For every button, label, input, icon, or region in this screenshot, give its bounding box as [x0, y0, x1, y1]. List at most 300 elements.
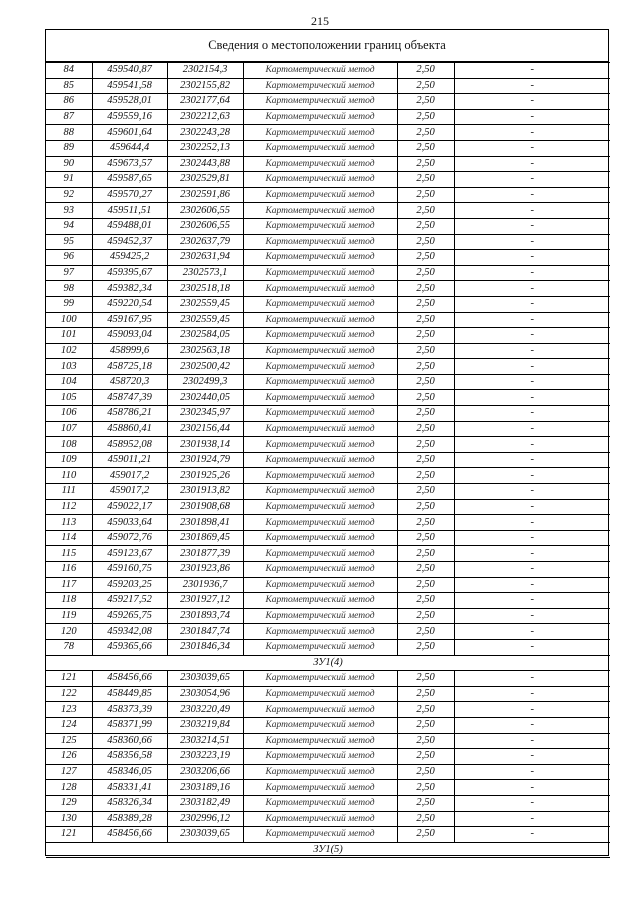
table-row: [46, 530, 610, 546]
description-cell: -: [454, 156, 610, 172]
method-cell: Картометрический метод: [243, 94, 397, 110]
point-number-cell: 121: [46, 827, 92, 843]
method-cell: Картометрический метод: [243, 608, 397, 624]
method-cell: Картометрический метод: [243, 140, 397, 156]
description-cell: -: [454, 172, 610, 188]
table-title: Сведения о местоположении границ объекта: [46, 30, 608, 62]
table-row: [46, 63, 610, 79]
description-cell: -: [454, 374, 610, 390]
method-cell: Картометрический метод: [243, 296, 397, 312]
x-coordinate-cell: 459167,95: [92, 312, 167, 328]
point-number-cell: 91: [46, 172, 92, 188]
method-cell: Картометрический метод: [243, 78, 397, 94]
method-cell: Картометрический метод: [243, 749, 397, 765]
method-cell: Картометрический метод: [243, 328, 397, 344]
table-row: [46, 593, 610, 609]
description-cell: -: [454, 780, 610, 796]
section-label: ЗУ1(5): [46, 842, 610, 858]
x-coordinate-cell: 459342,08: [92, 624, 167, 640]
y-coordinate-cell: 2303189,16: [167, 780, 243, 796]
y-coordinate-cell: 2303219,84: [167, 717, 243, 733]
accuracy-cell: 2,50: [397, 484, 454, 500]
y-coordinate-cell: 2302252,13: [167, 140, 243, 156]
table-row: [46, 172, 610, 188]
table-row: [46, 359, 610, 375]
coordinates-body-part-1: [46, 63, 610, 656]
accuracy-cell: 2,50: [397, 265, 454, 281]
x-coordinate-cell: 459382,34: [92, 281, 167, 297]
accuracy-cell: 2,50: [397, 437, 454, 453]
accuracy-cell: 2,50: [397, 827, 454, 843]
method-cell: Картометрический метод: [243, 187, 397, 203]
description-cell: -: [454, 639, 610, 655]
y-coordinate-cell: 2302345,97: [167, 406, 243, 422]
description-cell: -: [454, 250, 610, 266]
point-number-cell: 94: [46, 218, 92, 234]
x-coordinate-cell: 458999,6: [92, 343, 167, 359]
description-cell: -: [454, 406, 610, 422]
x-coordinate-cell: 458331,41: [92, 780, 167, 796]
method-cell: Картометрический метод: [243, 265, 397, 281]
y-coordinate-cell: 2303182,49: [167, 795, 243, 811]
x-coordinate-cell: 459511,51: [92, 203, 167, 219]
method-cell: Картометрический метод: [243, 562, 397, 578]
accuracy-cell: 2,50: [397, 421, 454, 437]
table-row: [46, 452, 610, 468]
point-number-cell: 113: [46, 515, 92, 531]
point-number-cell: 99: [46, 296, 92, 312]
x-coordinate-cell: 459528,01: [92, 94, 167, 110]
y-coordinate-cell: 2302177,64: [167, 94, 243, 110]
description-cell: -: [454, 686, 610, 702]
table-row: [46, 343, 610, 359]
point-number-cell: 100: [46, 312, 92, 328]
x-coordinate-cell: 458860,41: [92, 421, 167, 437]
table-row: [46, 671, 610, 687]
method-cell: Картометрический метод: [243, 764, 397, 780]
accuracy-cell: 2,50: [397, 811, 454, 827]
y-coordinate-cell: 2302518,18: [167, 281, 243, 297]
x-coordinate-cell: 458952,08: [92, 437, 167, 453]
accuracy-cell: 2,50: [397, 218, 454, 234]
point-number-cell: 85: [46, 78, 92, 94]
point-number-cell: 128: [46, 780, 92, 796]
table-row: [46, 515, 610, 531]
y-coordinate-cell: 2302563,18: [167, 343, 243, 359]
description-cell: -: [454, 78, 610, 94]
method-cell: Картометрический метод: [243, 671, 397, 687]
table-row: [46, 577, 610, 593]
y-coordinate-cell: 2303039,65: [167, 827, 243, 843]
point-number-cell: 103: [46, 359, 92, 375]
point-number-cell: 122: [46, 686, 92, 702]
method-cell: Картометрический метод: [243, 406, 397, 422]
point-number-cell: 84: [46, 63, 92, 79]
accuracy-cell: 2,50: [397, 608, 454, 624]
accuracy-cell: 2,50: [397, 187, 454, 203]
accuracy-cell: 2,50: [397, 546, 454, 562]
description-cell: -: [454, 343, 610, 359]
method-cell: Картометрический метод: [243, 312, 397, 328]
method-cell: Картометрический метод: [243, 343, 397, 359]
point-number-cell: 118: [46, 593, 92, 609]
description-cell: -: [454, 795, 610, 811]
method-cell: Картометрический метод: [243, 780, 397, 796]
y-coordinate-cell: 2302443,88: [167, 156, 243, 172]
y-coordinate-cell: 2301847,74: [167, 624, 243, 640]
table-row: [46, 546, 610, 562]
y-coordinate-cell: 2301938,14: [167, 437, 243, 453]
x-coordinate-cell: 458356,58: [92, 749, 167, 765]
y-coordinate-cell: 2303054,96: [167, 686, 243, 702]
x-coordinate-cell: 459072,76: [92, 530, 167, 546]
y-coordinate-cell: 2302155,82: [167, 78, 243, 94]
point-number-cell: 89: [46, 140, 92, 156]
x-coordinate-cell: 459365,66: [92, 639, 167, 655]
table-row: [46, 296, 610, 312]
description-cell: -: [454, 499, 610, 515]
y-coordinate-cell: 2303214,51: [167, 733, 243, 749]
x-coordinate-cell: 458389,28: [92, 811, 167, 827]
section-row: [46, 842, 610, 858]
accuracy-cell: 2,50: [397, 312, 454, 328]
point-number-cell: 109: [46, 452, 92, 468]
x-coordinate-cell: 459265,75: [92, 608, 167, 624]
accuracy-cell: 2,50: [397, 390, 454, 406]
point-number-cell: 105: [46, 390, 92, 406]
accuracy-cell: 2,50: [397, 795, 454, 811]
point-number-cell: 108: [46, 437, 92, 453]
table-row: [46, 78, 610, 94]
x-coordinate-cell: 459203,25: [92, 577, 167, 593]
y-coordinate-cell: 2302154,3: [167, 63, 243, 79]
method-cell: Картометрический метод: [243, 156, 397, 172]
y-coordinate-cell: 2302529,81: [167, 172, 243, 188]
point-number-cell: 119: [46, 608, 92, 624]
accuracy-cell: 2,50: [397, 671, 454, 687]
description-cell: -: [454, 546, 610, 562]
description-cell: -: [454, 94, 610, 110]
coordinates-frame: [45, 29, 609, 856]
x-coordinate-cell: 459425,2: [92, 250, 167, 266]
description-cell: -: [454, 811, 610, 827]
x-coordinate-cell: 459123,67: [92, 546, 167, 562]
x-coordinate-cell: 458371,99: [92, 717, 167, 733]
description-cell: -: [454, 468, 610, 484]
accuracy-cell: 2,50: [397, 468, 454, 484]
method-cell: Картометрический метод: [243, 733, 397, 749]
point-number-cell: 124: [46, 717, 92, 733]
point-number-cell: 78: [46, 639, 92, 655]
y-coordinate-cell: 2303223,19: [167, 749, 243, 765]
x-coordinate-cell: 458725,18: [92, 359, 167, 375]
method-cell: Картометрический метод: [243, 499, 397, 515]
description-cell: -: [454, 764, 610, 780]
x-coordinate-cell: 459093,04: [92, 328, 167, 344]
y-coordinate-cell: 2302212,63: [167, 109, 243, 125]
x-coordinate-cell: 459601,64: [92, 125, 167, 141]
description-cell: -: [454, 281, 610, 297]
x-coordinate-cell: 458786,21: [92, 406, 167, 422]
table-row: [46, 717, 610, 733]
y-coordinate-cell: 2302573,1: [167, 265, 243, 281]
accuracy-cell: 2,50: [397, 639, 454, 655]
description-cell: -: [454, 717, 610, 733]
description-cell: -: [454, 530, 610, 546]
accuracy-cell: 2,50: [397, 250, 454, 266]
point-number-cell: 126: [46, 749, 92, 765]
x-coordinate-cell: 458720,3: [92, 374, 167, 390]
description-cell: -: [454, 608, 610, 624]
accuracy-cell: 2,50: [397, 686, 454, 702]
table-row: [46, 374, 610, 390]
y-coordinate-cell: 2302243,28: [167, 125, 243, 141]
point-number-cell: 127: [46, 764, 92, 780]
point-number-cell: 87: [46, 109, 92, 125]
accuracy-cell: 2,50: [397, 156, 454, 172]
method-cell: Картометрический метод: [243, 717, 397, 733]
table-row: [46, 639, 610, 655]
table-row: [46, 827, 610, 843]
table-row: [46, 187, 610, 203]
table-row: [46, 421, 610, 437]
point-number-cell: 111: [46, 484, 92, 500]
table-row: [46, 499, 610, 515]
point-number-cell: 123: [46, 702, 92, 718]
x-coordinate-cell: 459559,16: [92, 109, 167, 125]
y-coordinate-cell: 2301877,39: [167, 546, 243, 562]
x-coordinate-cell: 459017,2: [92, 468, 167, 484]
y-coordinate-cell: 2303039,65: [167, 671, 243, 687]
method-cell: Картометрический метод: [243, 639, 397, 655]
accuracy-cell: 2,50: [397, 296, 454, 312]
y-coordinate-cell: 2302500,42: [167, 359, 243, 375]
coordinates-table: [46, 62, 610, 858]
table-row: [46, 125, 610, 141]
method-cell: Картометрический метод: [243, 125, 397, 141]
description-cell: -: [454, 733, 610, 749]
point-number-cell: 92: [46, 187, 92, 203]
y-coordinate-cell: 2302631,94: [167, 250, 243, 266]
accuracy-cell: 2,50: [397, 359, 454, 375]
accuracy-cell: 2,50: [397, 515, 454, 531]
description-cell: -: [454, 187, 610, 203]
y-coordinate-cell: 2301869,45: [167, 530, 243, 546]
accuracy-cell: 2,50: [397, 717, 454, 733]
point-number-cell: 107: [46, 421, 92, 437]
x-coordinate-cell: 459540,87: [92, 63, 167, 79]
method-cell: Картометрический метод: [243, 421, 397, 437]
accuracy-cell: 2,50: [397, 343, 454, 359]
y-coordinate-cell: 2301924,79: [167, 452, 243, 468]
method-cell: Картометрический метод: [243, 686, 397, 702]
table-row: [46, 749, 610, 765]
method-cell: Картометрический метод: [243, 577, 397, 593]
point-number-cell: 114: [46, 530, 92, 546]
point-number-cell: 101: [46, 328, 92, 344]
description-cell: -: [454, 437, 610, 453]
table-row: [46, 328, 610, 344]
description-cell: -: [454, 234, 610, 250]
x-coordinate-cell: 459587,65: [92, 172, 167, 188]
description-cell: -: [454, 577, 610, 593]
section-row: [46, 655, 610, 671]
table-row: [46, 795, 610, 811]
x-coordinate-cell: 459644,4: [92, 140, 167, 156]
y-coordinate-cell: 2301925,26: [167, 468, 243, 484]
y-coordinate-cell: 2302996,12: [167, 811, 243, 827]
accuracy-cell: 2,50: [397, 530, 454, 546]
x-coordinate-cell: 458456,66: [92, 827, 167, 843]
point-number-cell: 86: [46, 94, 92, 110]
accuracy-cell: 2,50: [397, 234, 454, 250]
point-number-cell: 125: [46, 733, 92, 749]
x-coordinate-cell: 459011,21: [92, 452, 167, 468]
table-row: [46, 780, 610, 796]
table-row: [46, 234, 610, 250]
y-coordinate-cell: 2301908,68: [167, 499, 243, 515]
y-coordinate-cell: 2301913,82: [167, 484, 243, 500]
method-cell: Картометрический метод: [243, 281, 397, 297]
description-cell: -: [454, 593, 610, 609]
x-coordinate-cell: 459541,58: [92, 78, 167, 94]
description-cell: -: [454, 827, 610, 843]
method-cell: Картометрический метод: [243, 593, 397, 609]
accuracy-cell: 2,50: [397, 733, 454, 749]
accuracy-cell: 2,50: [397, 452, 454, 468]
table-row: [46, 250, 610, 266]
x-coordinate-cell: 459022,17: [92, 499, 167, 515]
method-cell: Картометрический метод: [243, 109, 397, 125]
accuracy-cell: 2,50: [397, 94, 454, 110]
accuracy-cell: 2,50: [397, 374, 454, 390]
method-cell: Картометрический метод: [243, 359, 397, 375]
table-row: [46, 484, 610, 500]
y-coordinate-cell: 2302559,45: [167, 296, 243, 312]
table-row: [46, 109, 610, 125]
table-row: [46, 702, 610, 718]
table-row: [46, 562, 610, 578]
accuracy-cell: 2,50: [397, 328, 454, 344]
accuracy-cell: 2,50: [397, 593, 454, 609]
point-number-cell: 90: [46, 156, 92, 172]
description-cell: -: [454, 702, 610, 718]
method-cell: Картометрический метод: [243, 484, 397, 500]
method-cell: Картометрический метод: [243, 827, 397, 843]
x-coordinate-cell: 458360,66: [92, 733, 167, 749]
y-coordinate-cell: 2302591,86: [167, 187, 243, 203]
point-number-cell: 102: [46, 343, 92, 359]
x-coordinate-cell: 459452,37: [92, 234, 167, 250]
point-number-cell: 120: [46, 624, 92, 640]
accuracy-cell: 2,50: [397, 577, 454, 593]
method-cell: Картометрический метод: [243, 234, 397, 250]
description-cell: -: [454, 312, 610, 328]
description-cell: -: [454, 140, 610, 156]
y-coordinate-cell: 2302156,44: [167, 421, 243, 437]
table-row: [46, 437, 610, 453]
accuracy-cell: 2,50: [397, 125, 454, 141]
x-coordinate-cell: 458449,85: [92, 686, 167, 702]
description-cell: -: [454, 63, 610, 79]
method-cell: Картометрический метод: [243, 390, 397, 406]
method-cell: Картометрический метод: [243, 546, 397, 562]
point-number-cell: 117: [46, 577, 92, 593]
method-cell: Картометрический метод: [243, 468, 397, 484]
description-cell: -: [454, 624, 610, 640]
description-cell: -: [454, 218, 610, 234]
point-number-cell: 98: [46, 281, 92, 297]
x-coordinate-cell: 458456,66: [92, 671, 167, 687]
method-cell: Картометрический метод: [243, 452, 397, 468]
table-row: [46, 686, 610, 702]
method-cell: Картометрический метод: [243, 811, 397, 827]
y-coordinate-cell: 2302559,45: [167, 312, 243, 328]
description-cell: -: [454, 452, 610, 468]
x-coordinate-cell: 459570,27: [92, 187, 167, 203]
table-row: [46, 265, 610, 281]
description-cell: -: [454, 359, 610, 375]
accuracy-cell: 2,50: [397, 764, 454, 780]
accuracy-cell: 2,50: [397, 406, 454, 422]
table-row: [46, 764, 610, 780]
x-coordinate-cell: 459488,01: [92, 218, 167, 234]
description-cell: -: [454, 390, 610, 406]
table-row: [46, 468, 610, 484]
description-cell: -: [454, 671, 610, 687]
method-cell: Картометрический метод: [243, 172, 397, 188]
point-number-cell: 130: [46, 811, 92, 827]
table-row: [46, 406, 610, 422]
x-coordinate-cell: 459395,67: [92, 265, 167, 281]
point-number-cell: 106: [46, 406, 92, 422]
x-coordinate-cell: 459217,52: [92, 593, 167, 609]
point-number-cell: 115: [46, 546, 92, 562]
table-row: [46, 156, 610, 172]
method-cell: Картометрический метод: [243, 218, 397, 234]
method-cell: Картометрический метод: [243, 530, 397, 546]
x-coordinate-cell: 459220,54: [92, 296, 167, 312]
x-coordinate-cell: 459033,64: [92, 515, 167, 531]
x-coordinate-cell: 458373,39: [92, 702, 167, 718]
y-coordinate-cell: 2303220,49: [167, 702, 243, 718]
y-coordinate-cell: 2302584,05: [167, 328, 243, 344]
y-coordinate-cell: 2301893,74: [167, 608, 243, 624]
page-number: 215: [311, 14, 329, 28]
y-coordinate-cell: 2302499,3: [167, 374, 243, 390]
point-number-cell: 110: [46, 468, 92, 484]
description-cell: -: [454, 109, 610, 125]
method-cell: Картометрический метод: [243, 374, 397, 390]
method-cell: Картометрический метод: [243, 624, 397, 640]
y-coordinate-cell: 2303206,66: [167, 764, 243, 780]
description-cell: -: [454, 515, 610, 531]
y-coordinate-cell: 2302606,55: [167, 203, 243, 219]
section-label: ЗУ1(4): [46, 655, 610, 671]
accuracy-cell: 2,50: [397, 203, 454, 219]
y-coordinate-cell: 2301898,41: [167, 515, 243, 531]
accuracy-cell: 2,50: [397, 140, 454, 156]
x-coordinate-cell: 459160,75: [92, 562, 167, 578]
method-cell: Картометрический метод: [243, 515, 397, 531]
accuracy-cell: 2,50: [397, 702, 454, 718]
accuracy-cell: 2,50: [397, 562, 454, 578]
x-coordinate-cell: 459673,57: [92, 156, 167, 172]
description-cell: -: [454, 328, 610, 344]
point-number-cell: 112: [46, 499, 92, 515]
x-coordinate-cell: 459017,2: [92, 484, 167, 500]
table-row: [46, 218, 610, 234]
